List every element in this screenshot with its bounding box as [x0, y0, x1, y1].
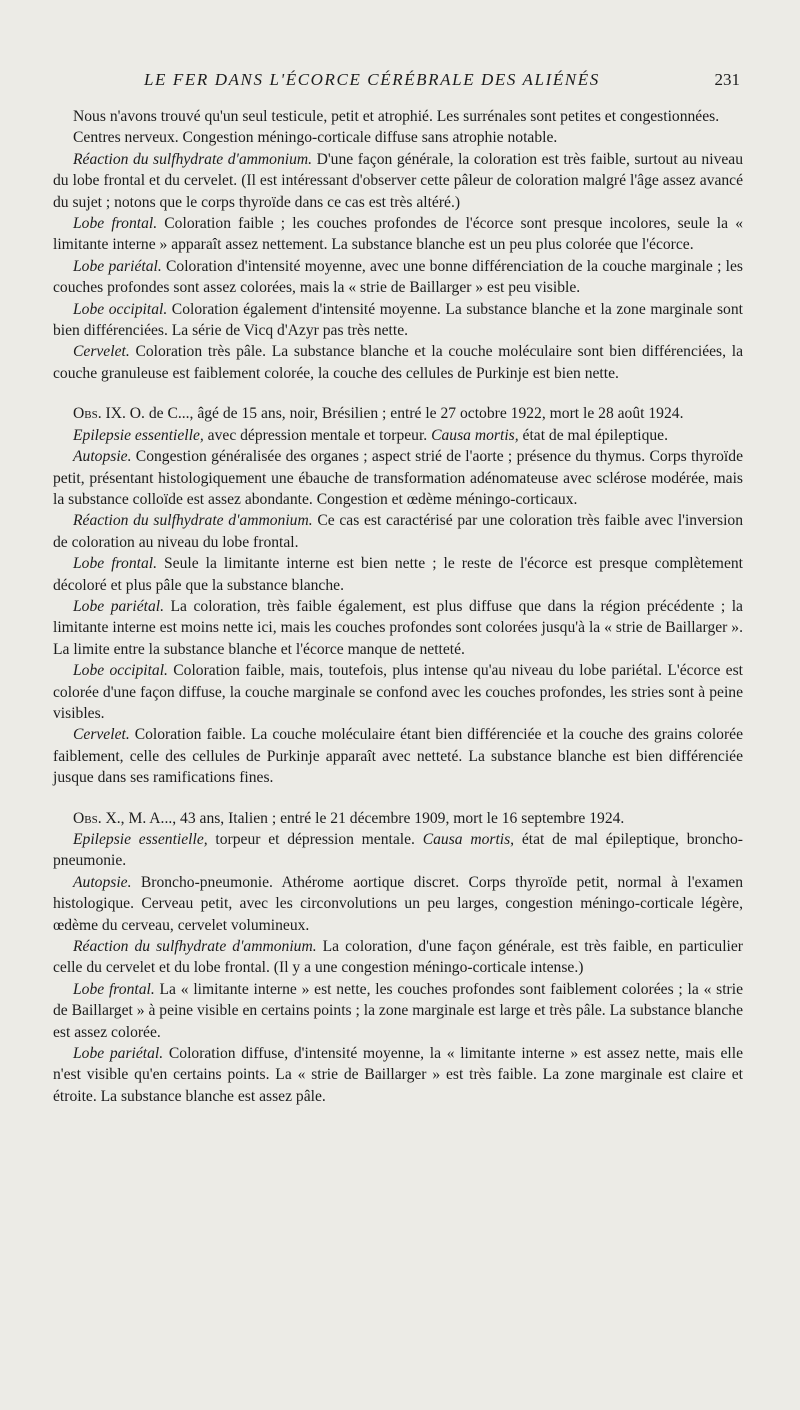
section-label: Lobe pariétal. — [73, 257, 162, 275]
section-label: Causa mortis, — [427, 426, 519, 444]
paragraph: Lobe pariétal. Coloration diffuse, d'intensité moyenne, la « limitante interne » est assez nette, mais elle n'est visible qu'en certains points. La « strie de Baillarger » est très faible. La zone marginale est claire et étroite. La substance blanche est assez pâle. — [53, 1045, 743, 1105]
paragraph: Réaction du sulfhydrate d'ammonium. La coloration, d'une façon générale, est très faible, en particulier celle du cervelet et du lobe frontal. (Il y a une congestion méningo-corticale intense.) — [53, 938, 743, 977]
paragraph: Cervelet. Coloration très pâle. La substance blanche et la couche moléculaire sont bien différenciées, la couche granuleuse est faiblement colorée, la couche des cellules de Purkinje est bien nette. — [53, 343, 743, 382]
paragraph: Autopsie. Congestion généralisée des organes ; aspect strié de l'aorte ; présence du thymus. Corps thyroïde petit, présentant histologiquement une ébauche de transformation adénomateuse avec sclérose modérée, mais la substance colloïde est assez abondante. Congestion et œdème méningo-corticaux. — [53, 448, 743, 508]
section-label: Cervelet. — [73, 343, 130, 361]
section-label: Lobe frontal. — [73, 980, 155, 998]
section-label: Cervelet. — [73, 726, 130, 744]
section-label: Lobe frontal. — [73, 215, 158, 233]
obs-label: Obs. IX. — [73, 405, 126, 423]
paragraph: Cervelet. Coloration faible. La couche moléculaire étant bien différenciée et la couche des grains colorée faiblement, celle des cellules de Purkinje apparaît avec netteté. La substance blanche est bien différenciée jusque dans ses ramifications fines. — [53, 726, 743, 787]
paragraph: Lobe frontal. Coloration faible ; les couches profondes de l'écorce sont presque incolores, seule la « limitante interne » apparaît assez nettement. La substance blanche est un peu plus colorée que l'écorce. — [53, 215, 743, 254]
paragraph: Lobe pariétal. Coloration d'intensité moyenne, avec une bonne différenciation de la couche marginale ; les couches profondes sont assez colorées, mais la « strie de Baillarger » est peu visible. — [53, 257, 744, 297]
paragraph: Lobe occipital. Coloration faible, mais, toutefois, plus intense qu'au niveau du lobe pariétal. L'écorce est colorée d'une façon diffuse, la couche marginale se confond avec les couches profondes, les stries sont à peine visibles. — [53, 662, 743, 722]
page-header — [140, 70, 740, 96]
section-label: Epilepsie essentielle, — [73, 426, 204, 444]
paragraph: Lobe pariétal. La coloration, très faible également, est plus diffuse que dans la région précédente ; la limitante interne est moins nette ici, mais les couches profondes sont colorées jusqu'à la « strie de Baillarger ». La limite entre la substance blanche et l'écorce manque de netteté. — [53, 597, 743, 658]
section-label: Réaction du sulfhydrate d'ammonium. — [73, 150, 313, 168]
paragraph: Réaction du sulfhydrate d'ammonium. D'une façon générale, la coloration est très faible, surtout au niveau du lobe frontal et du cervelet. (Il est intéressant d'observer cette pâleur de coloration malgré l'âge assez avancé du sujet ; notons que le corps thyroïde dans ce cas est très altéré.) — [53, 150, 743, 211]
paragraph: Autopsie. Broncho-pneumonie. Athérome aortique discret. Corps thyroïde petit, normal à l'examen histologique. Cerveau petit, avec les circonvolutions un peu larges, congestion méningo-corticale légère, œdème du cerveau, cervelet volumineux. — [53, 873, 743, 934]
paragraph: Epilepsie essentielle, avec dépression mentale et torpeur. Causa mortis, état de mal épileptique. — [73, 426, 669, 444]
section-label: Réaction du sulfhydrate d'ammonium. — [73, 938, 317, 956]
section-label: Autopsie. — [73, 448, 132, 466]
section-label: Lobe occipital. — [73, 300, 168, 318]
observation-heading: Obs. X., M. A..., 43 ans, Italien ; entré le 21 décembre 1909, mort le 16 septembre 1924. — [73, 809, 625, 827]
page-number: 231 — [714, 70, 740, 89]
section-label: Epilepsie essentielle, — [73, 831, 208, 848]
section-label: Réaction du sulfhydrate d'ammonium. — [73, 512, 313, 530]
observation-heading: Obs. IX. O. de C..., âgé de 15 ans, noir, Brésilien ; entré le 27 octobre 1922, mort le 28 août 1924. — [73, 405, 684, 423]
body-text — [53, 106, 743, 1107]
section-label: Lobe pariétal. — [73, 597, 164, 615]
section-label: Lobe frontal. — [73, 555, 157, 573]
running-title: LE FER DANS L'ÉCORCE CÉRÉBRALE DES ALIÉNÉS — [144, 70, 600, 89]
paragraph: Nous n'avons trouvé qu'un seul testicule, petit et atrophié. Les surrénales sont petites et congestionnées. — [73, 108, 720, 125]
paragraph: Lobe occipital. Coloration également d'intensité moyenne. La substance blanche et la zone marginale sont bien différenciées. La série de Vicq d'Azyr pas très nette. — [53, 300, 743, 340]
paragraph: Réaction du sulfhydrate d'ammonium. Ce cas est caractérisé par une coloration très faible avec l'inversion de coloration au niveau du lobe frontal. — [53, 512, 743, 551]
paragraph: Epilepsie essentielle, torpeur et dépression mentale. Causa mortis, état de mal épileptique, broncho-pneumonie. — [53, 831, 743, 870]
obs-label: Obs. X., — [73, 809, 125, 827]
section-label: Lobe occipital. — [73, 662, 168, 680]
paragraph: Centres nerveux. Congestion méningo-corticale diffuse sans atrophie notable. — [73, 129, 558, 147]
paragraph: Lobe frontal. La « limitante interne » est nette, les couches profondes sont faiblement colorées ; la « strie de Baillarget » à peine visible en certains points ; la zone marginale est large et très pâle. La substance blanche est assez colorée. — [53, 980, 743, 1041]
section-label: Autopsie. — [73, 873, 132, 891]
section-label: Lobe pariétal. — [73, 1045, 164, 1063]
section-label: Causa mortis, — [414, 831, 515, 848]
paragraph: Lobe frontal. Seule la limitante interne est bien nette ; le reste de l'écorce est presque complètement décoloré et plus pâle que la substance blanche. — [53, 555, 743, 594]
